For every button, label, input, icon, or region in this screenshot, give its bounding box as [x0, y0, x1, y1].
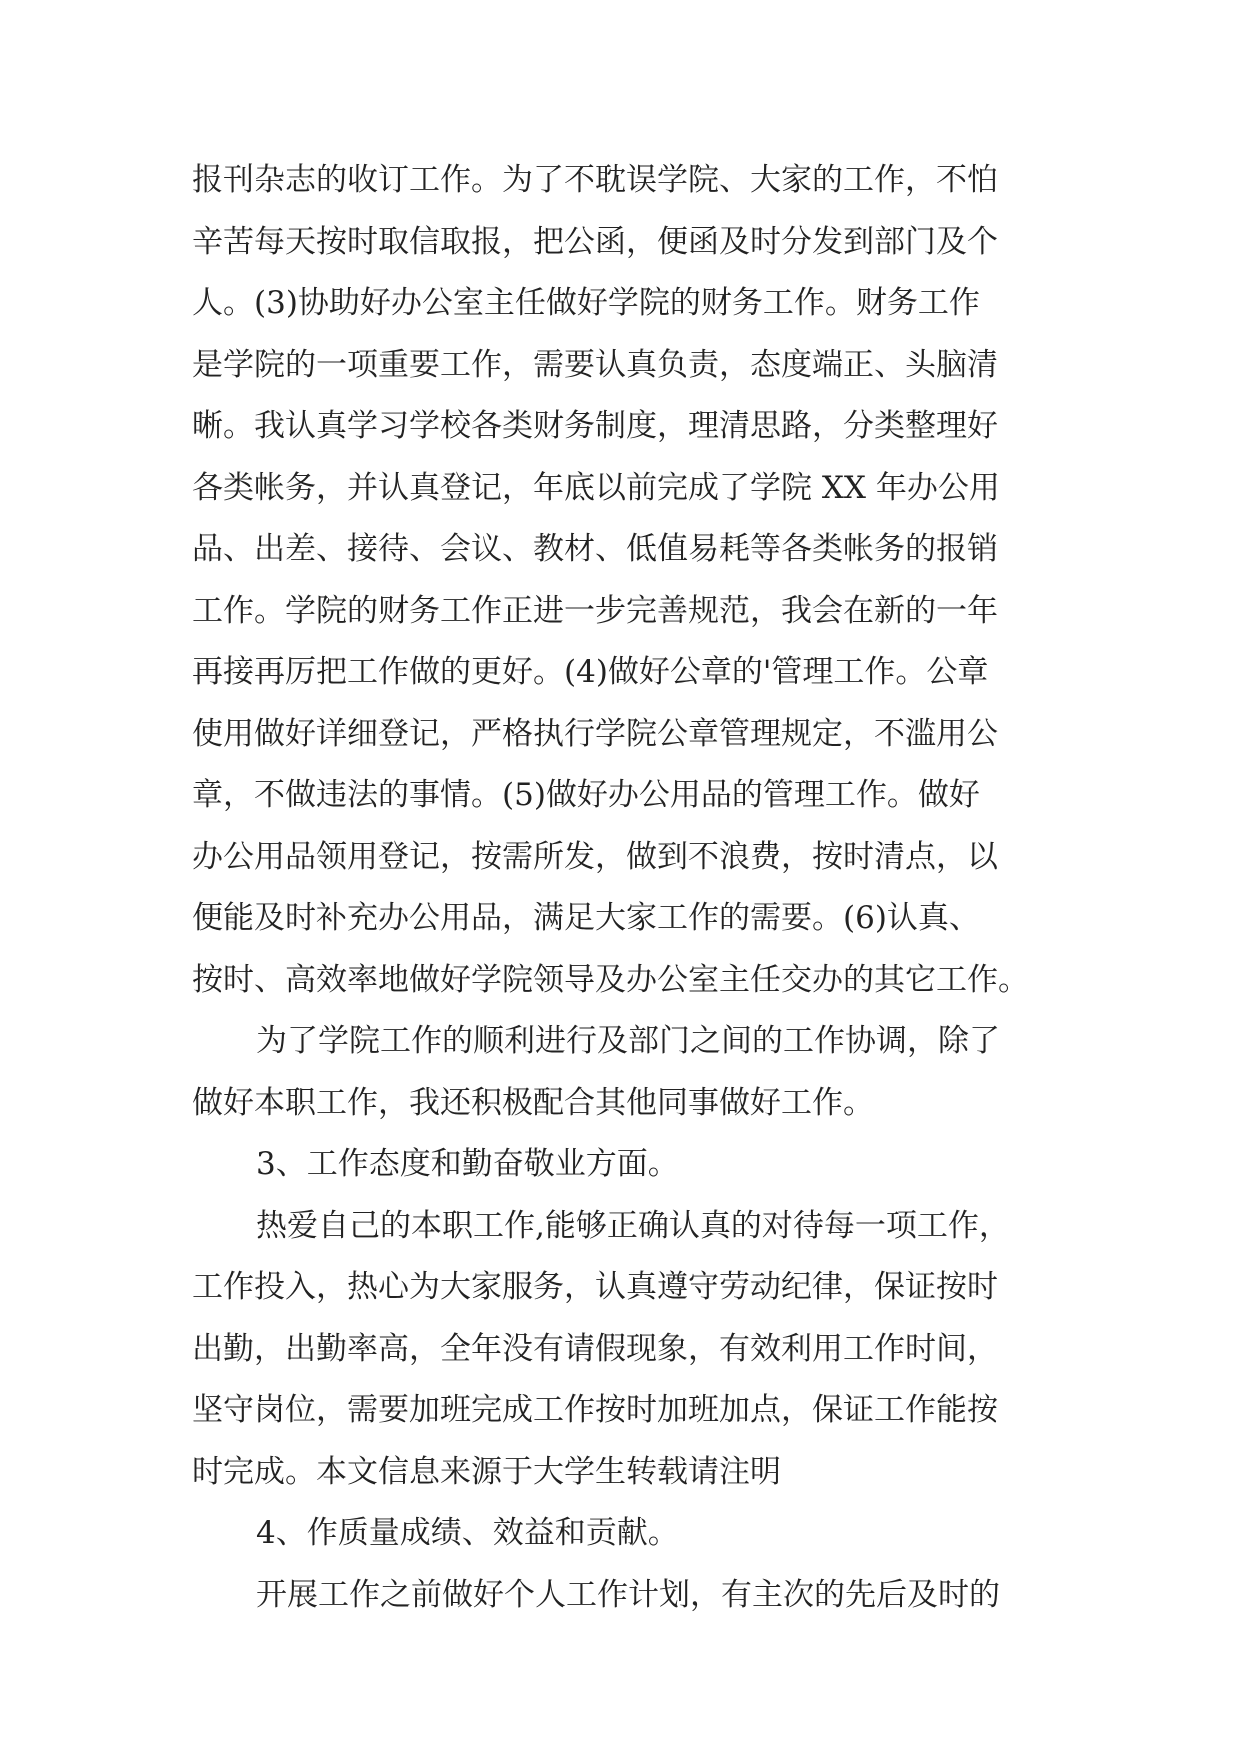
text-line: 品、出差、接待、会议、教材、低值易耗等各类帐务的报销	[192, 531, 998, 567]
text-line: 报刊杂志的收订工作。为了不耽误学院、大家的工作，不怕	[192, 162, 998, 198]
text-line: 章，不做违法的事情。(5)做好办公用品的管理工作。做好	[192, 777, 980, 813]
document-body	[192, 150, 1052, 1626]
text-line: 时完成。本文信息来源于大学生转载请注明	[192, 1453, 781, 1490]
text-line: 坚守岗位，需要加班完成工作按时加班加点，保证工作能按	[192, 1392, 998, 1428]
text-line: 各类帐务，并认真登记，年底以前完成了学院 XX 年办公用	[192, 469, 1000, 506]
text-line: 人。(3)协助好办公室主任做好学院的财务工作。财务工作	[192, 285, 980, 321]
text-line: 出勤，出勤率高，全年没有请假现象，有效利用工作时间，	[192, 1330, 998, 1367]
text-line: 再接再厉把工作做的更好。(4)做好公章的'管理工作。公章	[192, 654, 989, 690]
text-line: 是学院的一项重要工作，需要认真负责，态度端正、头脑清	[192, 346, 998, 383]
paragraph-first-line: 开展工作之前做好个人工作计划，有主次的先后及时的	[256, 1576, 1000, 1613]
paragraph-first-line: 为了学院工作的顺利进行及部门之间的工作协调，除了	[256, 1023, 1000, 1059]
text-line: 使用做好详细登记，严格执行学院公章管理规定，不滥用公	[192, 715, 998, 752]
section-heading: 3、工作态度和勤奋敬业方面。	[256, 1146, 679, 1182]
text-line: 辛苦每天按时取信取报，把公函，便函及时分发到部门及个	[192, 223, 998, 260]
text-line: 工作投入，热心为大家服务，认真遵守劳动纪律，保证按时	[192, 1269, 998, 1305]
text-line: 晰。我认真学习学校各类财务制度，理清思路，分类整理好	[192, 408, 998, 444]
text-line: 按时、高效率地做好学院领导及办公室主任交办的其它工作。	[192, 961, 1029, 998]
paragraph-first-line: 热爱自己的本职工作,能够正确认真的对待每一项工作，	[256, 1207, 1010, 1244]
text-line: 做好本职工作，我还积极配合其他同事做好工作。	[192, 1084, 874, 1121]
text-line: 办公用品领用登记，按需所发，做到不浪费，按时清点，以	[192, 838, 998, 875]
text-line: 工作。学院的财务工作正进一步完善规范，我会在新的一年	[192, 592, 998, 629]
section-heading: 4、作质量成绩、效益和贡献。	[256, 1515, 679, 1551]
text-line: 便能及时补充办公用品，满足大家工作的需要。(6)认真、	[192, 900, 980, 936]
